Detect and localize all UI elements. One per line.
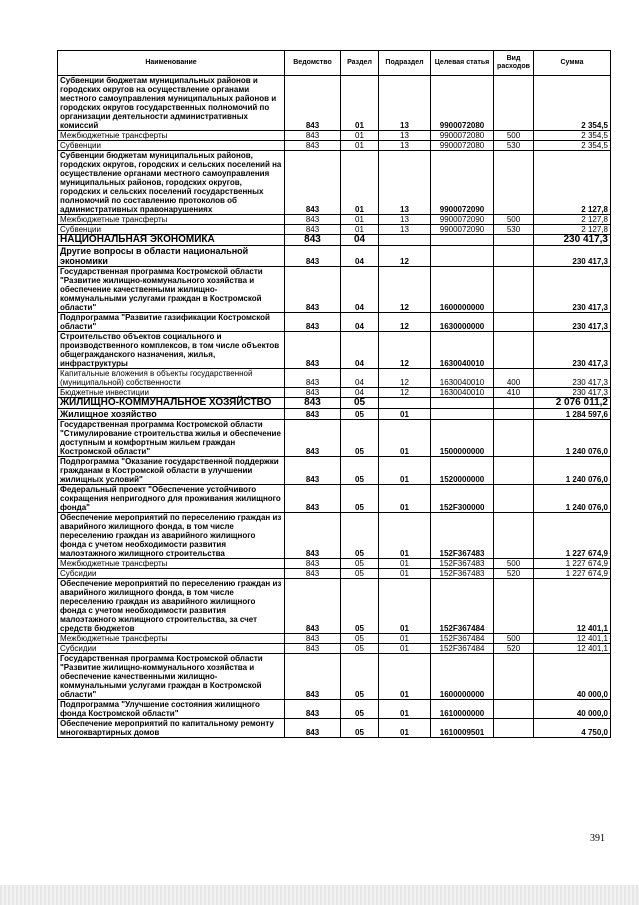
table-row xyxy=(58,420,611,457)
cell-kind xyxy=(494,409,534,420)
cell-section: 05 xyxy=(341,398,379,409)
table-row xyxy=(58,457,611,485)
cell-dept: 843 xyxy=(285,215,341,225)
cell-subsection: 01 xyxy=(379,644,431,654)
cell-name: Государственная программа Костромской области "Стимулирование строительства жилья и обеспечение доступным и комфортным жильем граждан Костромской области" xyxy=(58,420,285,457)
cell-sum: 12 401,1 xyxy=(534,579,611,634)
cell-name: Субвенции бюджетам муниципальных районов и городских округов на осуществление органами местного самоуправления муниципальных районов и городских округов государственных полномочий по организации деятельности административных комиссий xyxy=(58,76,285,131)
cell-kind xyxy=(494,485,534,513)
budget-table xyxy=(57,50,611,738)
cell-target: 9900072080 xyxy=(431,76,494,131)
cell-section: 05 xyxy=(341,513,379,559)
cell-name: Межбюджетные трансферты xyxy=(58,131,285,141)
cell-name: Капитальные вложения в объекты государственной (муниципальной) собственности xyxy=(58,369,285,388)
cell-section: 01 xyxy=(341,141,379,151)
table-row xyxy=(58,267,611,313)
cell-sum: 2 127,8 xyxy=(534,151,611,215)
cell-sum: 2 354,5 xyxy=(534,131,611,141)
cell-sum: 230 417,3 xyxy=(534,369,611,388)
table-row xyxy=(58,719,611,738)
cell-dept: 843 xyxy=(285,457,341,485)
cell-section: 05 xyxy=(341,569,379,579)
cell-sum: 1 240 076,0 xyxy=(534,420,611,457)
table-row xyxy=(58,141,611,151)
cell-section: 04 xyxy=(341,388,379,398)
cell-sum: 230 417,3 xyxy=(534,267,611,313)
cell-section: 05 xyxy=(341,644,379,654)
table-row xyxy=(58,332,611,369)
cell-kind xyxy=(494,654,534,700)
table-row xyxy=(58,225,611,235)
cell-name: Межбюджетные трансферты xyxy=(58,559,285,569)
cell-kind: 530 xyxy=(494,141,534,151)
cell-subsection: 01 xyxy=(379,457,431,485)
cell-dept: 843 xyxy=(285,719,341,738)
table-row xyxy=(58,569,611,579)
cell-dept: 843 xyxy=(285,559,341,569)
header-name: Наименование xyxy=(58,51,285,76)
cell-sum: 2 354,5 xyxy=(534,76,611,131)
cell-section: 01 xyxy=(341,215,379,225)
cell-kind xyxy=(494,76,534,131)
cell-dept: 843 xyxy=(285,398,341,409)
cell-name: Межбюджетные трансферты xyxy=(58,634,285,644)
cell-name: Другие вопросы в области национальной экономики xyxy=(58,246,285,267)
cell-target: 9900072090 xyxy=(431,215,494,225)
cell-dept: 843 xyxy=(285,267,341,313)
cell-section: 05 xyxy=(341,654,379,700)
cell-sum: 230 417,3 xyxy=(534,313,611,332)
table-row xyxy=(58,313,611,332)
cell-dept: 843 xyxy=(285,313,341,332)
table-row xyxy=(58,513,611,559)
scan-bottom-strip xyxy=(0,885,639,905)
table-row xyxy=(58,131,611,141)
cell-kind xyxy=(494,513,534,559)
cell-sum: 40 000,0 xyxy=(534,700,611,719)
cell-kind: 400 xyxy=(494,369,534,388)
cell-target: 1600000000 xyxy=(431,267,494,313)
cell-kind: 520 xyxy=(494,569,534,579)
cell-target: 1610009501 xyxy=(431,719,494,738)
cell-section: 05 xyxy=(341,634,379,644)
cell-kind xyxy=(494,398,534,409)
cell-kind xyxy=(494,719,534,738)
table-body xyxy=(58,76,611,738)
cell-kind xyxy=(494,235,534,246)
cell-subsection xyxy=(379,235,431,246)
cell-sum: 1 227 674,9 xyxy=(534,559,611,569)
cell-name: Подпрограмма "Оказание государственной поддержки гражданам в Костромской области в улучшении жилищных условий" xyxy=(58,457,285,485)
cell-subsection: 01 xyxy=(379,420,431,457)
cell-subsection: 12 xyxy=(379,313,431,332)
cell-name: Субсидии xyxy=(58,569,285,579)
cell-dept: 843 xyxy=(285,246,341,267)
cell-subsection: 01 xyxy=(379,513,431,559)
cell-dept: 843 xyxy=(285,332,341,369)
cell-section: 04 xyxy=(341,313,379,332)
cell-section: 05 xyxy=(341,719,379,738)
cell-target: 152F367483 xyxy=(431,513,494,559)
cell-target: 9900072080 xyxy=(431,141,494,151)
cell-kind: 520 xyxy=(494,644,534,654)
cell-dept: 843 xyxy=(285,409,341,420)
cell-subsection: 13 xyxy=(379,131,431,141)
header-target: Целевая статья xyxy=(431,51,494,76)
cell-name: ЖИЛИЩНО-КОММУНАЛЬНОЕ ХОЗЯЙСТВО xyxy=(58,398,285,409)
cell-sum: 1 227 674,9 xyxy=(534,513,611,559)
cell-kind xyxy=(494,457,534,485)
cell-subsection: 01 xyxy=(379,654,431,700)
cell-dept: 843 xyxy=(285,700,341,719)
cell-sum: 230 417,3 xyxy=(534,246,611,267)
cell-section: 04 xyxy=(341,332,379,369)
cell-dept: 843 xyxy=(285,485,341,513)
cell-name: Субвенции бюджетам муниципальных районов, городских округов, городских и сельских поселений на осуществление органами местного самоуправления муниципальных районов, городских округов, городских и сельских поселений государственных полномочий по составлению протоколов об административных правонарушениях xyxy=(58,151,285,215)
cell-sum: 4 750,0 xyxy=(534,719,611,738)
cell-dept: 843 xyxy=(285,579,341,634)
cell-target xyxy=(431,398,494,409)
table-row xyxy=(58,76,611,131)
cell-dept: 843 xyxy=(285,420,341,457)
cell-target xyxy=(431,246,494,267)
cell-kind: 500 xyxy=(494,131,534,141)
cell-target xyxy=(431,409,494,420)
cell-section: 01 xyxy=(341,131,379,141)
cell-subsection: 01 xyxy=(379,485,431,513)
cell-sum: 2 127,8 xyxy=(534,215,611,225)
cell-kind xyxy=(494,267,534,313)
cell-subsection: 13 xyxy=(379,76,431,131)
cell-dept: 843 xyxy=(285,141,341,151)
cell-kind xyxy=(494,151,534,215)
table-row xyxy=(58,151,611,215)
cell-section: 05 xyxy=(341,559,379,569)
cell-subsection: 12 xyxy=(379,369,431,388)
cell-dept: 843 xyxy=(285,388,341,398)
cell-kind xyxy=(494,579,534,634)
cell-name: Строительство объектов социального и производственного комплексов, в том числе объектов общегражданского назначения, жилья, инфраструктуры xyxy=(58,332,285,369)
cell-kind: 500 xyxy=(494,634,534,644)
cell-dept: 843 xyxy=(285,569,341,579)
cell-name: Субсидии xyxy=(58,644,285,654)
cell-name: Субвенции xyxy=(58,225,285,235)
cell-target: 1630040010 xyxy=(431,369,494,388)
header-subsection: Подраздел xyxy=(379,51,431,76)
cell-section: 04 xyxy=(341,267,379,313)
cell-sum: 230 417,3 xyxy=(534,388,611,398)
cell-name: Подпрограмма "Развитие газификации Костромской области" xyxy=(58,313,285,332)
cell-name: Федеральный проект "Обеспечение устойчивого сокращения непригодного для проживания жилищного фонда" xyxy=(58,485,285,513)
cell-section: 05 xyxy=(341,420,379,457)
header-kind: Вид расходов xyxy=(494,51,534,76)
cell-name: НАЦИОНАЛЬНАЯ ЭКОНОМИКА xyxy=(58,235,285,246)
cell-subsection: 13 xyxy=(379,151,431,215)
cell-kind xyxy=(494,700,534,719)
table-row xyxy=(58,409,611,420)
cell-target: 1630040010 xyxy=(431,332,494,369)
cell-dept: 843 xyxy=(285,131,341,141)
cell-section: 01 xyxy=(341,225,379,235)
cell-dept: 843 xyxy=(285,151,341,215)
cell-target: 9900072090 xyxy=(431,151,494,215)
cell-subsection: 01 xyxy=(379,569,431,579)
cell-name: Обеспечение мероприятий по переселению граждан из аварийного жилищного фонда, в том числе переселению граждан из аварийного жилищного фонда с учетом необходимости развития малоэтажного жилищного строительства, за счет средств бюджетов xyxy=(58,579,285,634)
cell-subsection: 12 xyxy=(379,246,431,267)
cell-name: Бюджетные инвестиции xyxy=(58,388,285,398)
cell-dept: 843 xyxy=(285,369,341,388)
cell-section: 04 xyxy=(341,369,379,388)
cell-kind: 500 xyxy=(494,215,534,225)
cell-section: 05 xyxy=(341,457,379,485)
table-row xyxy=(58,644,611,654)
cell-section: 05 xyxy=(341,579,379,634)
table-row xyxy=(58,215,611,225)
cell-section: 04 xyxy=(341,235,379,246)
table-row xyxy=(58,235,611,246)
cell-sum: 230 417,3 xyxy=(534,332,611,369)
cell-section: 01 xyxy=(341,76,379,131)
cell-target: 1520000000 xyxy=(431,457,494,485)
cell-target: 152F367484 xyxy=(431,634,494,644)
header-section: Раздел xyxy=(341,51,379,76)
cell-sum: 1 227 674,9 xyxy=(534,569,611,579)
cell-subsection: 01 xyxy=(379,409,431,420)
table-row xyxy=(58,388,611,398)
cell-subsection: 12 xyxy=(379,332,431,369)
cell-kind xyxy=(494,246,534,267)
cell-target xyxy=(431,235,494,246)
cell-kind: 500 xyxy=(494,559,534,569)
cell-sum: 2 076 011,2 xyxy=(534,398,611,409)
cell-name: Обеспечение мероприятий по переселению граждан из аварийного жилищного фонда, в том числе переселению граждан из аварийного жилищного фонда с учетом необходимости развития малоэтажного жилищного строительства xyxy=(58,513,285,559)
cell-target: 9900072090 xyxy=(431,225,494,235)
cell-sum: 1 240 076,0 xyxy=(534,485,611,513)
cell-kind xyxy=(494,420,534,457)
cell-dept: 843 xyxy=(285,644,341,654)
table-row xyxy=(58,579,611,634)
cell-kind: 410 xyxy=(494,388,534,398)
table-row xyxy=(58,485,611,513)
cell-name: Обеспечение мероприятий по капитальному ремонту многоквартирных домов xyxy=(58,719,285,738)
cell-target: 152F367484 xyxy=(431,579,494,634)
cell-dept: 843 xyxy=(285,235,341,246)
table-row xyxy=(58,700,611,719)
cell-subsection: 01 xyxy=(379,700,431,719)
cell-dept: 843 xyxy=(285,654,341,700)
table-row xyxy=(58,634,611,644)
cell-subsection: 12 xyxy=(379,267,431,313)
cell-subsection: 01 xyxy=(379,634,431,644)
cell-section: 01 xyxy=(341,151,379,215)
cell-name: Государственная программа Костромской области "Развитие жилищно-коммунального хозяйства и обеспечение качественными жилищно-коммунальными услугами граждан в Костромской области" xyxy=(58,654,285,700)
cell-name: Субвенции xyxy=(58,141,285,151)
cell-name: Подпрограмма "Улучшение состояния жилищного фонда Костромской области" xyxy=(58,700,285,719)
cell-dept: 843 xyxy=(285,513,341,559)
cell-sum: 2 354,5 xyxy=(534,141,611,151)
cell-target: 152F300000 xyxy=(431,485,494,513)
cell-sum: 12 401,1 xyxy=(534,644,611,654)
cell-dept: 843 xyxy=(285,634,341,644)
cell-subsection: 13 xyxy=(379,141,431,151)
cell-section: 05 xyxy=(341,409,379,420)
cell-section: 05 xyxy=(341,485,379,513)
cell-kind: 530 xyxy=(494,225,534,235)
cell-target: 152F367484 xyxy=(431,644,494,654)
cell-subsection: 13 xyxy=(379,215,431,225)
cell-subsection: 01 xyxy=(379,719,431,738)
table-row xyxy=(58,369,611,388)
cell-sum: 40 000,0 xyxy=(534,654,611,700)
cell-subsection: 12 xyxy=(379,388,431,398)
header-dept: Ведомство xyxy=(285,51,341,76)
cell-dept: 843 xyxy=(285,76,341,131)
table-row xyxy=(58,398,611,409)
cell-dept: 843 xyxy=(285,225,341,235)
cell-target: 1500000000 xyxy=(431,420,494,457)
table-row xyxy=(58,246,611,267)
cell-target: 9900072080 xyxy=(431,131,494,141)
page-number: 391 xyxy=(590,833,605,844)
cell-target: 1600000000 xyxy=(431,654,494,700)
cell-name: Государственная программа Костромской области "Развитие жилищно-коммунального хозяйства и обеспечение качественными жилищно-коммунальными услугами граждан в Костромской области" xyxy=(58,267,285,313)
cell-sum: 1 284 597,6 xyxy=(534,409,611,420)
cell-sum: 230 417,3 xyxy=(534,235,611,246)
cell-subsection: 13 xyxy=(379,225,431,235)
cell-sum: 1 240 076,0 xyxy=(534,457,611,485)
cell-sum: 2 127,8 xyxy=(534,225,611,235)
cell-sum: 12 401,1 xyxy=(534,634,611,644)
cell-section: 05 xyxy=(341,700,379,719)
cell-name: Межбюджетные трансферты xyxy=(58,215,285,225)
table-header-row xyxy=(58,51,611,76)
cell-subsection xyxy=(379,398,431,409)
cell-subsection: 01 xyxy=(379,579,431,634)
cell-kind xyxy=(494,313,534,332)
table-row xyxy=(58,654,611,700)
cell-subsection: 01 xyxy=(379,559,431,569)
table-row xyxy=(58,559,611,569)
cell-section: 04 xyxy=(341,246,379,267)
cell-target: 1610000000 xyxy=(431,700,494,719)
cell-target: 1630040010 xyxy=(431,388,494,398)
cell-target: 152F367483 xyxy=(431,559,494,569)
cell-target: 152F367483 xyxy=(431,569,494,579)
cell-target: 1630000000 xyxy=(431,313,494,332)
cell-name: Жилищное хозяйство xyxy=(58,409,285,420)
cell-kind xyxy=(494,332,534,369)
header-sum: Сумма xyxy=(534,51,611,76)
